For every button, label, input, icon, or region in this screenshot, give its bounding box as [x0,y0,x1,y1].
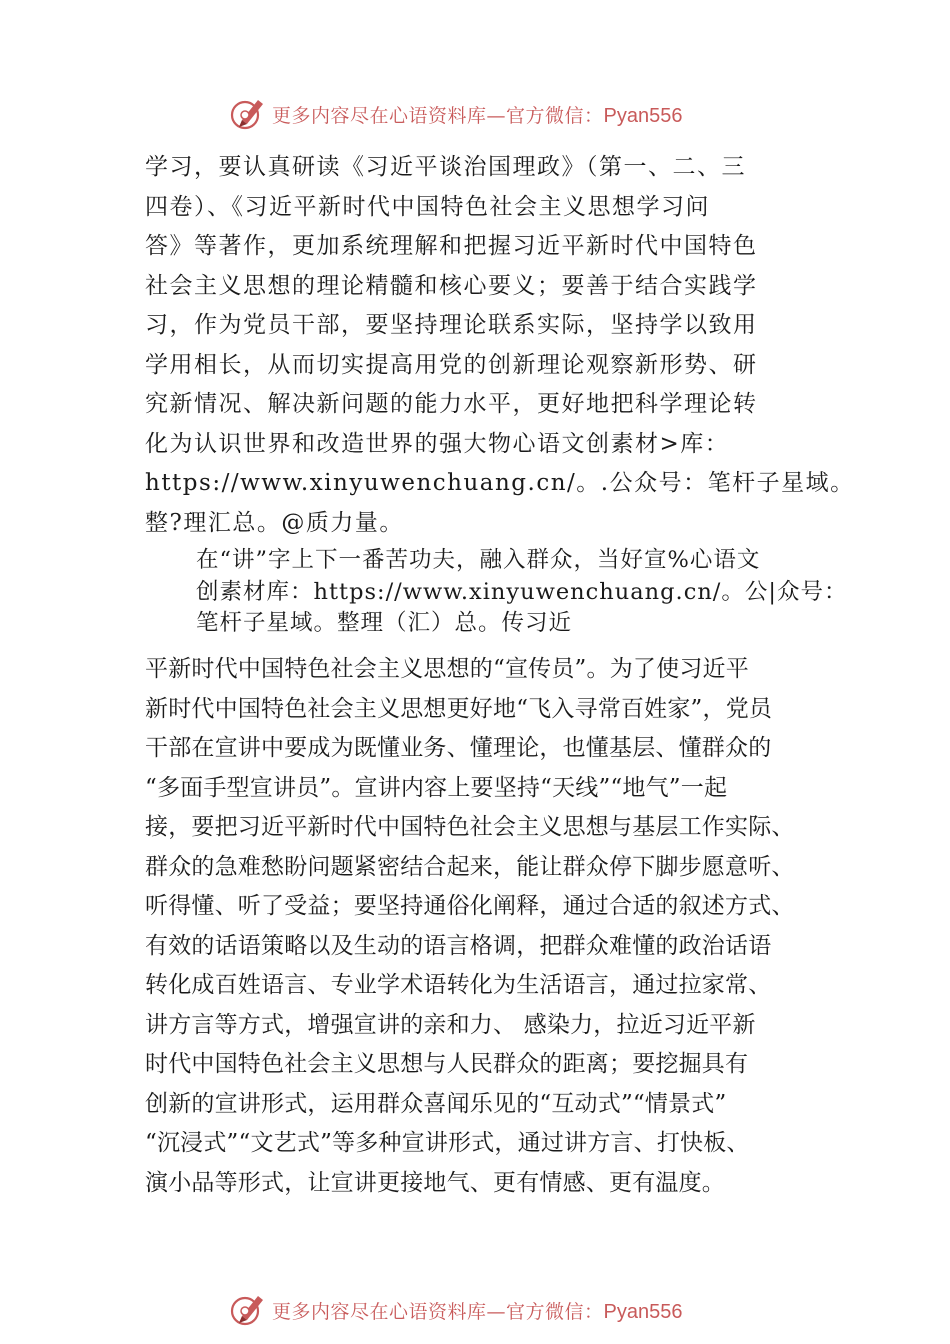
paragraph-2: 在“讲”字上下一番苦功夫，融入群众，当好宣%心语文 创素材库：https://www.xinyuwenchuang.cn/。公|众号： 笔杆子星域。整理（汇）总。传习近 [196,547,848,636]
footer-banner-text: 更多内容尽在心语资料库—官方微信：Pyan556 [272,1300,683,1323]
pen-nib-logo-icon [228,1290,268,1330]
pen-nib-logo-icon [228,94,268,134]
header-wechat-id: Pyan556 [603,104,683,127]
paragraph-1: 学习，要认真研读《习近平谈治国理政》（第一、二、三 四卷）、《习近平新时代中国特色社会主义思想学习问 答》等著作，更加系统理解和把握习近平新时代中国特色 社会主义思想的理论精髓和核心要义；要善于结合实践学 习，作为党员干部，要坚持理论联系实际，坚持学以致用 学用相长，从而切实提高用党的创新理论观察新形势、研 究新情况、解决新问题的能力水平，更好地把科学理论转 化为认识世界和改造世界的强大物心语文创素材>库： https://www.xinyuwenchuang.cn/。.公众号：笔杆子星域。 整?理汇总。@质力量。 [145,154,855,536]
footer-wechat-id: Pyan556 [603,1300,683,1323]
paragraph-3: 平新时代中国特色社会主义思想的“宣传员”。为了使习近平 新时代中国特色社会主义思想更好地“飞入寻常百姓家”，党员 干部在宣讲中要成为既懂业务、懂理论，也懂基层、懂群众的 “多面手型宣讲员”。宣讲内容上要坚持“天线”“地气”一起 接，要把习近平新时代中国特色社会主义思想与基层工作实际、 群众的急难愁盼问题紧密结合起来，能让群众停下脚步愿意听、 听得懂、听了受益；要坚持通俗化阐释，通过合适的叙述方式、 有效的话语策略以及生动的语言格调，把群众难懂的政治话语 转化成百姓语言、专业学术语转化为生活语言，通过拉家常、 讲方言等方式，增强宣讲的亲和力、 感染力，拉近习近平新 时代中国特色社会主义思想与人民群众的距离；要挖掘具有 创新的宣讲形式，运用群众喜闻乐见的“互动式”“情景式” “沉浸式”“文艺式”等多种宣讲形式，通过讲方言、打快板、 演小品等形式，让宣讲更接地气、更有情感、更有温度。 [145,656,795,1196]
header-banner-text: 更多内容尽在心语资料库—官方微信：Pyan556 [272,104,683,127]
header-banner [228,94,682,134]
footer-banner [228,1290,682,1330]
